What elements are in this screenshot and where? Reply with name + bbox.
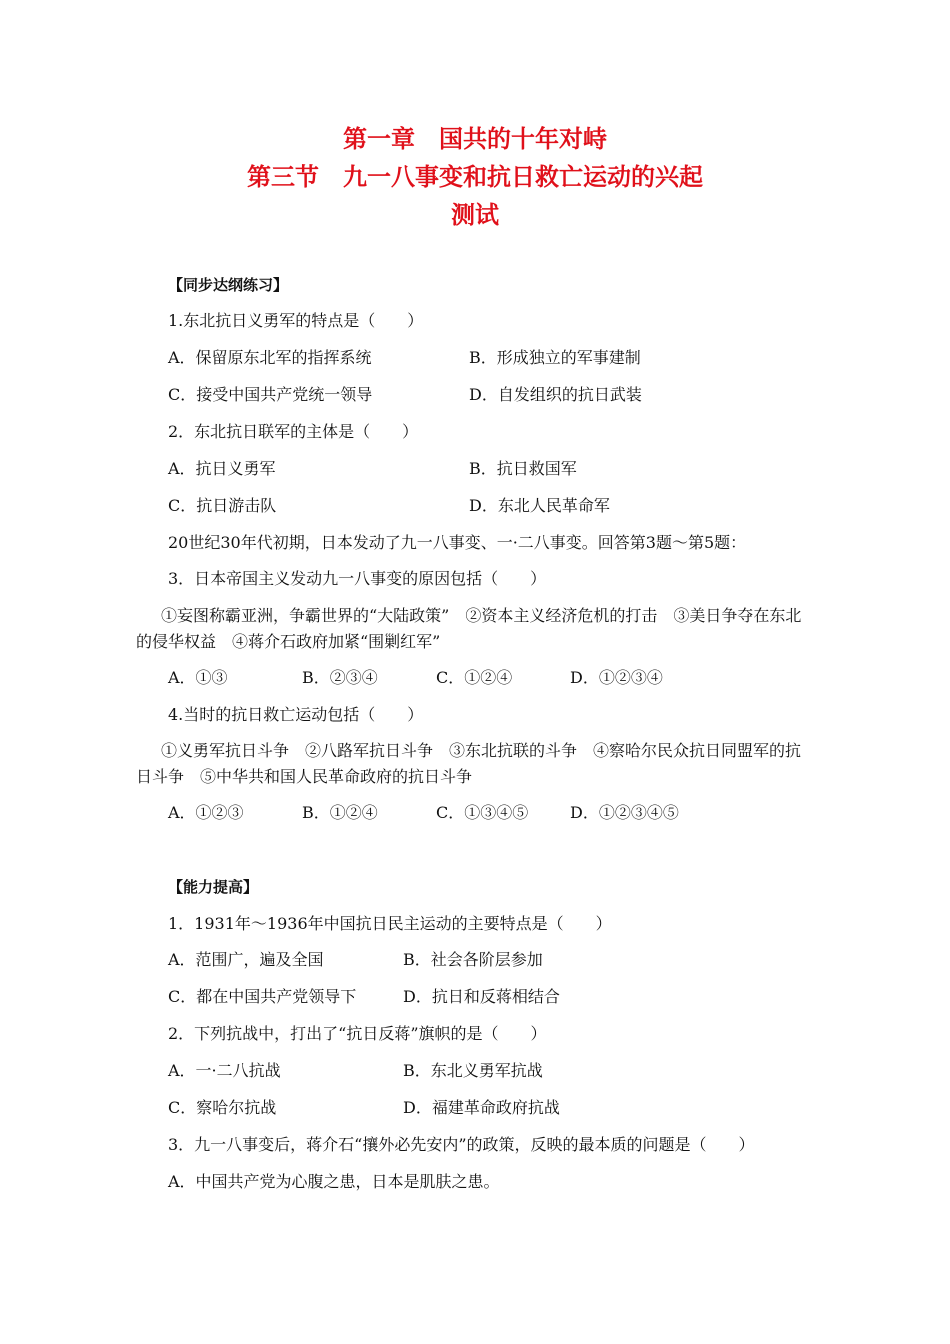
option-c: C．①③④⑤: [436, 803, 529, 822]
question-stem: 1.东北抗日义勇军的特点是（ ）: [168, 311, 424, 330]
question-options-text: ①妄图称霸亚洲，争霸世界的“大陆政策” ②资本主义经济危机的打击 ③美日争夺在东北的侵华权益 ④蒋介石政府加紧“围剿红军”: [136, 606, 802, 651]
option-a: A．保留原东北军的指挥系统: [168, 348, 372, 367]
option-a: A．中国共产党为心腹之患，日本是肌肤之患。: [168, 1172, 500, 1191]
option-b: B．②③④: [302, 668, 378, 687]
question-stem: 4.当时的抗日救亡运动包括（ ）: [168, 705, 424, 724]
option-b: B．东北义勇军抗战: [403, 1061, 543, 1080]
option-a: A．一·二八抗战: [168, 1061, 281, 1080]
option-b: B．①②④: [302, 803, 378, 822]
option-c: C．接受中国共产党统一领导: [168, 385, 373, 404]
option-c: C．抗日游击队: [168, 496, 277, 515]
option-b: B．抗日救国军: [469, 459, 577, 478]
question-intro: 20世纪30年代初期，日本发动了九一八事变、一·二八事变。回答第3题～第5题：: [168, 533, 747, 552]
option-a: A．①②③: [168, 803, 244, 822]
option-d: D．①②③④⑤: [570, 803, 679, 822]
option-d: D．抗日和反蒋相结合: [403, 987, 560, 1006]
title-block: [0, 120, 950, 234]
test-title: 测试: [451, 201, 499, 229]
question-options-text: ①义勇军抗日斗争 ②八路军抗日斗争 ③东北抗联的斗争 ④察哈尔民众抗日同盟军的抗日斗争 ⑤中华共和国人民革命政府的抗日斗争: [136, 741, 802, 786]
option-c: C．①②④: [436, 668, 513, 687]
option-d: D．自发组织的抗日武装: [469, 385, 642, 404]
question-stem: 2．下列抗战中，打出了“抗日反蒋”旗帜的是（ ）: [168, 1024, 547, 1043]
option-a: A．范围广，遍及全国: [168, 950, 324, 969]
option-b: B．社会各阶层参加: [403, 950, 543, 969]
section-heading-ability: 【能力提高】: [168, 878, 259, 896]
question-stem: 1．1931年～1936年中国抗日民主运动的主要特点是（ ）: [168, 914, 612, 933]
option-c: C．察哈尔抗战: [168, 1098, 277, 1117]
question-stem: 3．日本帝国主义发动九一八事变的原因包括（ ）: [168, 569, 547, 588]
option-d: D．①②③④: [570, 668, 663, 687]
question-stem: 2．东北抗日联军的主体是（ ）: [168, 422, 419, 441]
question-stem: 3．九一八事变后，蒋介石“攘外必先安内”的政策，反映的最本质的问题是（ ）: [168, 1135, 755, 1154]
option-a: A．①③: [168, 668, 228, 687]
chapter-title: 第一章 国共的十年对峙: [343, 125, 607, 153]
section-title: 第三节 九一八事变和抗日救亡运动的兴起: [247, 163, 703, 191]
option-d: D．福建革命政府抗战: [403, 1098, 560, 1117]
option-b: B．形成独立的军事建制: [469, 348, 641, 367]
option-c: C．都在中国共产党领导下: [168, 987, 357, 1006]
option-a: A．抗日义勇军: [168, 459, 276, 478]
option-d: D．东北人民革命军: [469, 496, 610, 515]
section-heading-sync-practice: 【同步达纲练习】: [168, 276, 289, 294]
